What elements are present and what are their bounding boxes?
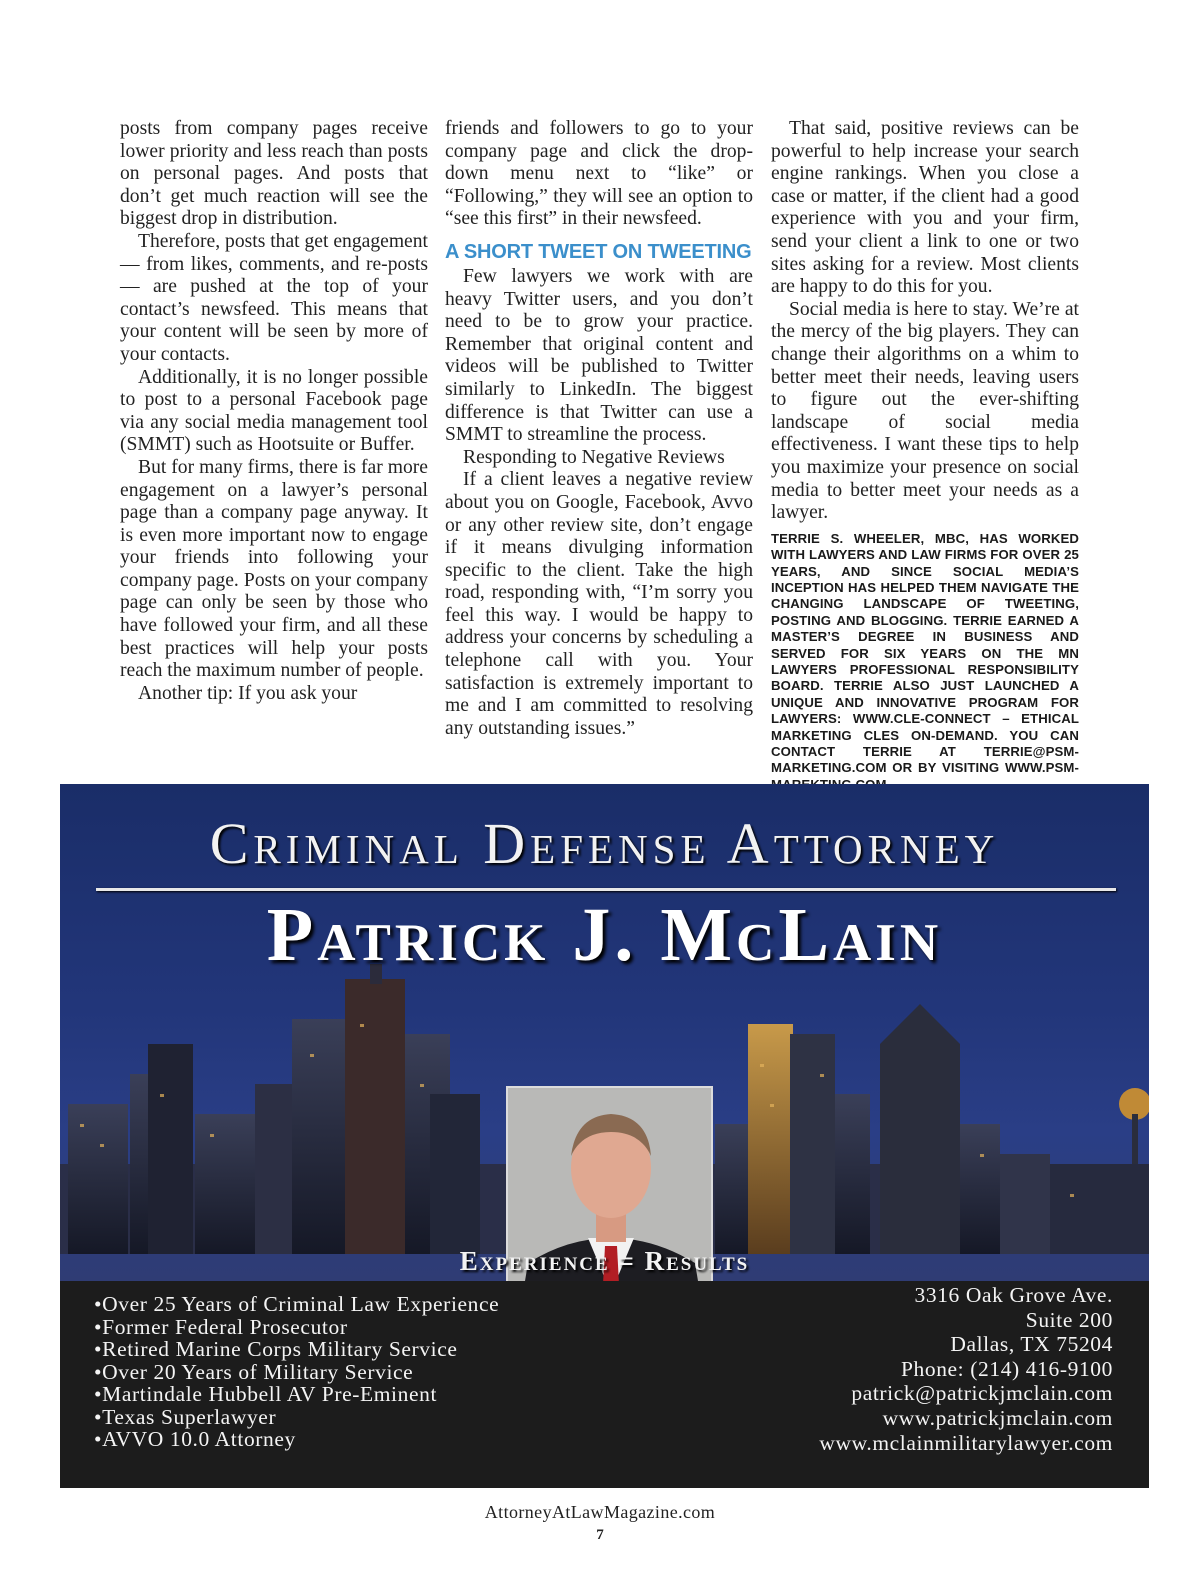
article-paragraph: But for many firms, there is far more engagement on a lawyer’s personal page than a company page anyway. It is even more important now to engage your friends into following your company page. Posts on your company page can only be seen by those who have followed your firm, and all these best practices will help your posts reach the maximum number of people. — [120, 456, 428, 682]
address-street: 3316 Oak Grove Ave. — [914, 1283, 1113, 1307]
article-paragraph: Few lawyers we work with are heavy Twitter users, and you don’t need to be to grow your practice. Remember that original content and videos will be published to Twitter similarly to LinkedIn. The biggest difference is that Twitter can use a SMMT to streamline the process. — [445, 265, 753, 446]
credentials-list — [94, 1293, 499, 1451]
article-column-2 — [445, 118, 753, 740]
email-address: patrick@patrickjmclain.com — [851, 1381, 1113, 1406]
list-item: • AVVO 10.0 Attorney — [94, 1428, 499, 1451]
article-paragraph: That said, positive reviews can be powerful to help increase your search engine rankings. When you close a case or matter, if the client had a good experience with you and your firm, send your client a link to one or two sites asking for a review. Most clients are happy to do this for you. — [771, 118, 1079, 298]
article-paragraph: Social media is here to stay. We’re at the mercy of the big players. They can change their algorithms on a whim to better meet their needs, leaving users to figure out the ever-shifting landscape of social media effectiveness. I want these tips to help you maximize your presence on social media to better meet your needs as a lawyer. — [771, 298, 1079, 524]
list-item: • Retired Marine Corps Military Service — [94, 1338, 499, 1361]
ad-info-band — [60, 1281, 1149, 1488]
paragraph-heading: Responding to Negative Reviews — [463, 446, 725, 468]
article-paragraph: friends and followers to go to your company page and click the drop-down menu next to “like” or “Following,” they will see an option to “see this first” in their newsfeed. — [445, 118, 753, 230]
address-suite: Suite 200 — [1025, 1307, 1113, 1332]
author-bio: TERRIE S. WHEELER, MBC, HAS WORKED WITH LAWYERS AND LAW FIRMS FOR OVER 25 YEARS, AND SINCE SOCIAL MEDIA’S INCEPTION HAS HELPED THEM NAVIGATE THE CHANGING LANDSCAPE OF TWEETING, POSTING AND BLOGGING. TERRIE EARNED A MASTER’S DEGREE IN BUSINESS AND SERVED FOR SIX YEARS ON THE MN LAWYERS PROFESSIONAL RESPONSIBILITY BOARD. TERRIE ALSO JUST LAUNCHED A UNIQUE AND INNOVATIVE PROGRAM FOR LAWYERS: WWW.CLE-CONNECT – ETHICAL MARKETING CLES ON-DEMAND. YOU CAN CONTACT TERRIE AT TERRIE@PSM-MARKETING.COM OR BY VISITING WWW.PSM- — [771, 530, 1079, 776]
article-paragraph: Another tip: If you ask your — [138, 682, 358, 704]
list-item: • Texas Superlawyer — [94, 1406, 499, 1429]
attorney-advertisement — [60, 784, 1149, 1488]
article-column-1 — [120, 118, 428, 705]
footer-site-name: AttorneyAtLawMagazine.com — [484, 1502, 716, 1522]
page-number: 7 — [596, 1527, 604, 1543]
phone-number: Phone: (214) 416-9100 — [900, 1356, 1113, 1381]
article-column-3 — [771, 118, 1079, 793]
website-link: www.mclainmilitarylawyer.com — [819, 1430, 1113, 1455]
list-item: • Martindale Hubbell AV Pre-Eminent — [94, 1383, 499, 1406]
ad-headline: Criminal Defense Attorney — [209, 811, 1000, 876]
article-paragraph: If a client leaves a negative review about you on Google, Facebook, Avvo or any other review site, don’t engage if it means divulging information specific to the client. Take the high road, responding with, “I’m sorry you feel this way. I would be happy to address your concerns by scheduling a telephone call with you. Your satisfaction is extremely important to me and I am committed to resolving any outstanding issues.” — [445, 469, 753, 739]
ad-tagline: Experience = Results — [459, 1246, 750, 1276]
ad-divider — [96, 888, 1116, 891]
article-paragraph: Additionally, it is no longer possible to post to a personal Facebook page via any social media management tool (SMMT) such as Hootsuite or Buffer. — [120, 366, 428, 456]
list-item: • Over 20 Years of Military Service — [94, 1361, 499, 1384]
list-item: • Over 25 Years of Criminal Law Experience — [94, 1293, 499, 1316]
list-item: • Former Federal Prosecutor — [94, 1316, 499, 1339]
website-link: www.patrickjmclain.com — [882, 1405, 1113, 1430]
article-paragraph: Therefore, posts that get engagement — from likes, comments, and re-posts — are pushed at the top of your contact’s newsfeed. This means that your content will be seen by more of your contacts. — [120, 230, 428, 365]
section-subhead: A SHORT TWEET ON TWEETING — [445, 240, 752, 263]
attorney-name: Patrick J. McLain — [266, 893, 943, 977]
article-paragraph: posts from company pages receive lower priority and less reach than posts on personal pages. And posts that don’t get much reaction will see the biggest drop in distribution. — [120, 118, 428, 230]
address-city: Dallas, TX 75204 — [950, 1332, 1113, 1357]
contact-block — [819, 1283, 1113, 1455]
